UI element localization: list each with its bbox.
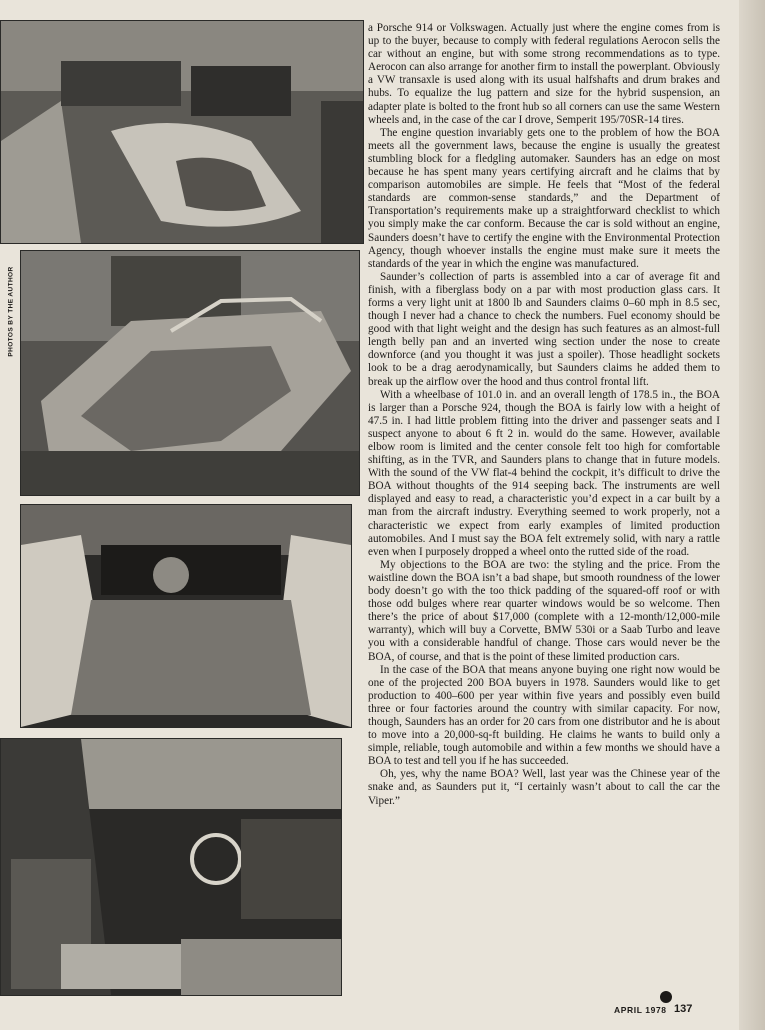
bare-body-shell-photo xyxy=(20,250,360,496)
page-edge-shadow xyxy=(739,0,765,1030)
factory-floor-photo xyxy=(0,20,364,244)
article-column xyxy=(368,22,720,808)
paragraph: a Porsche 914 or Volkswagen. Actually just where the engine comes from is up to the buyer, because to comply with federal regulations Aerocon sells the car without an engine, but with some strong recommendations as to type. Aerocon can also arrange for another firm to install the powerplant. Obviously a VW transaxle is used along with its usual halfshafts and drum brakes and hubs. To equalize the lug pattern and size for the hybrid suspension, an adapter plate is bolted to the front hub so all corners can use the same Western wheels and, in the case of the car I drove, Semperit 195/70SR-14 tires. xyxy=(368,22,720,126)
paragraph: My objections to the BOA are two: the styling and the price. From the waistline down the BOA isn’t a bad shape, but smooth roundness of the lower body doesn’t go with the too thick padding of the squared-off roof or with those odd bulges where rear quarter windows would be so welcome. Then there’s the price of about $17,000 (complete with a 12-month/12,000-mile warranty), which will buy a Corvette, BMW 530i or a Saab Turbo and leave you with a considerable handful of change. Those cars would never be the BOA, of course, and that is the point of these limited production cars. xyxy=(368,558,720,663)
paragraph: The engine question invariably gets one to the problem of how the BOA meets all the government laws, because the engine is usually the greatest stumbling block for a fledgling automaker. Saunders has an edge on most because he has spent many years certifying aircraft and he claims that by comparison automobiles are simple. He feels that “Most of the federal standards are common-sense standards,” and the Department of Transportation’s requirements make up a straightforward checklist to which you simply make the car conform. Because the car is sold without an engine, Saunders doesn’t have to certify the engine with the Environmental Protection Agency, though whoever installs the engine must make sure it meets the standards of the year in which the engine was manufactured. xyxy=(368,126,720,270)
interior-cockpit-photo xyxy=(0,738,342,996)
engine-bay-photo xyxy=(20,504,352,728)
end-mark-icon xyxy=(660,991,672,1003)
paragraph: Saunder’s collection of parts is assembled into a car of average fit and finish, with a fiberglass body on a par with most production glass cars. It forms a very light unit at 1800 lb and Saunders claims 0–60 mph in 8.5 sec, though I never had a chance to check the numbers. Fuel economy should be good with that light weight and the design has such features as an almost-full length belly pan and an inverted wing section under the nose to create downforce (and you thought it was just a spoiler). Those headlight sockets look to be a drag aerodynamically, but Saunders claims he added them to break up the airflow over the hood and thus control frontal lift. xyxy=(368,270,720,388)
issue-date: APRIL 1978 xyxy=(614,1005,667,1015)
page-number: 137 xyxy=(674,1003,693,1015)
paragraph: With a wheelbase of 101.0 in. and an overall length of 178.5 in., the BOA is larger than a Porsche 924, though the BOA is fairly low with a height of 47.5 in. I had little problem fitting into the driver and passenger seats and I suspect anyone to about 6 ft 2 in. would do the same. However, available elbow room is limited and the center console felt too high for comfortable shifting, as in the TVR, and Saunders plans to change that in future models. With the sound of the VW flat-4 behind the cockpit, it’s difficult to drive the BOA without thoughts of the 914 seeping back. The instruments are well displayed and easy to read, a characteristic you’d expect in a car built by a man from the aircraft industry. Everything seemed to work properly, not a characteristic we expect from early examples of limited production automobiles. And I must say the BOA felt extremely solid, with nary a rattle even when I purposely dropped a wheel onto the rutted side of the road. xyxy=(368,388,720,558)
photo-credit: PHOTOS BY THE AUTHOR xyxy=(7,266,15,357)
paragraph: In the case of the BOA that means anyone buying one right now would be one of the projected 200 BOA buyers in 1978. Saunders would like to get production to 400–600 per year within five years and possibly even build three or four factories around the country with similar capacity. For now, though, Saunders has an order for 20 cars from one distributor and he is about to move into a 20,000-sq-ft building. He claims he wants to build only a simple, reliable, tough automobile and within a few months we should have a BOA to test and tell you if he has succeeded. xyxy=(368,663,720,768)
page-footer xyxy=(600,1003,720,1019)
paragraph: Oh, yes, why the name BOA? Well, last year was the Chinese year of the snake and, as Saunders put it, “I certainly wasn’t about to call the car the Viper.” xyxy=(368,768,720,807)
